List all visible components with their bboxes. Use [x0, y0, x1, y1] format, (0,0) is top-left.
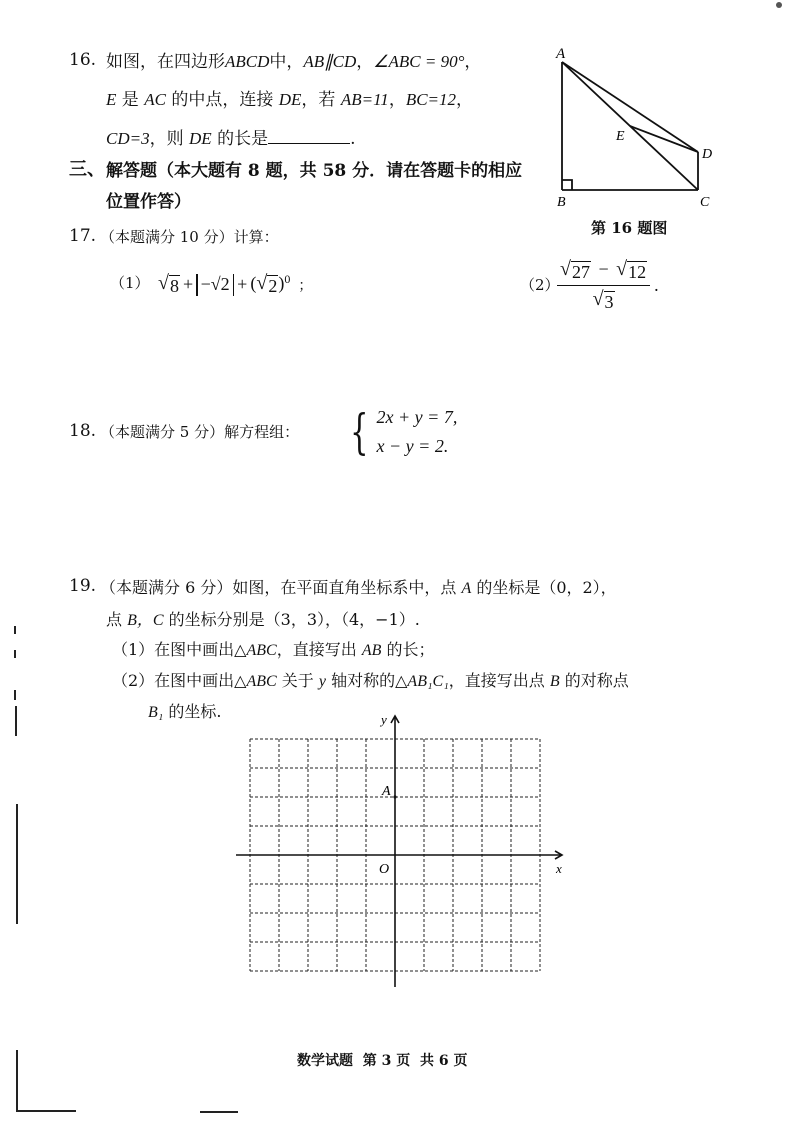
q19-text: 的坐标.: [163, 702, 222, 721]
q19-triangle-reflected: AB₁C₁: [407, 673, 449, 690]
q16-text: 的长是: [211, 129, 269, 149]
sqrt-3: 3: [604, 292, 614, 312]
q19-text: 的长；: [381, 640, 435, 659]
q16-text: ，: [456, 90, 474, 110]
q16-cd: CD=3: [106, 129, 150, 148]
q16-text: ，则: [149, 129, 189, 149]
q19-text: 关于: [276, 671, 319, 690]
scan-edge-mark: [16, 1110, 76, 1112]
scan-edge-mark: [14, 690, 16, 700]
q16-text: ，: [464, 52, 482, 72]
q19-text: （2）在图中画出△: [112, 671, 247, 690]
section-3-desc: （本大题有 8 题，共 58 分．请在答题卡的相应: [157, 161, 523, 181]
scan-edge-mark: [14, 626, 16, 634]
q17-part2-expr: [557, 258, 659, 313]
segment-ad: [562, 62, 698, 152]
q19-text: 点: [106, 610, 128, 629]
q16-abcd: ABCD: [225, 52, 270, 71]
sqrt-2-inner: 2: [268, 276, 278, 296]
page-footer: 数学试题 第 3 页 共 6 页: [297, 1053, 468, 1069]
coordinate-grid: [230, 712, 575, 987]
point-a: [393, 795, 396, 798]
q16-number: 16.: [69, 50, 97, 70]
q19-triangle: ABC: [246, 642, 277, 659]
q18-number: 18.: [69, 421, 97, 441]
q19-point-a: A: [461, 580, 472, 597]
answer-blank: [268, 129, 350, 144]
plus-sign: +: [237, 274, 248, 294]
q19-text: 的坐标是（0，2），: [471, 578, 617, 597]
q16-ac: AC: [144, 90, 166, 109]
origin-label: O: [379, 862, 390, 877]
q16-text: 如图，在四边形: [106, 52, 225, 72]
label-e: E: [616, 129, 625, 144]
q19-ab: AB: [361, 642, 382, 659]
section-3-title: 解答题: [106, 161, 157, 181]
q16-text: ，: [388, 90, 406, 110]
abs-inner: −√2: [200, 274, 230, 294]
q16-text: 中，: [269, 52, 304, 72]
q16-parallel: AB∥CD: [303, 52, 357, 71]
q16-de2: DE: [189, 129, 212, 148]
q17-header: （本题满分 10 分）计算：: [100, 228, 279, 246]
q16-de: DE: [278, 90, 302, 109]
scan-edge-mark: [15, 706, 17, 736]
q16-ab: AB=11: [340, 90, 389, 109]
q19-text: 轴对称的△: [326, 671, 408, 690]
q19-text: ，直接写出点: [448, 671, 550, 690]
q16-line2: [106, 91, 473, 109]
q19-text: （本题满分 6 分）如图，在平面直角坐标系中，点: [100, 578, 462, 597]
q19-line1: [100, 580, 617, 597]
label-c: C: [700, 195, 710, 210]
q16-bc: BC=12: [405, 90, 457, 109]
q16-line3: [106, 129, 355, 148]
exponent-zero: 0: [284, 272, 291, 286]
q19-points-bc: B，C: [127, 612, 164, 629]
y-axis-label: y: [381, 712, 387, 727]
x-axis-label: x: [556, 861, 562, 876]
scan-edge-mark: [200, 1111, 238, 1113]
equation-1: 2x + y = 7,: [376, 407, 458, 427]
paren-sqrt-2: ( √ 2 ): [250, 272, 285, 296]
q19-number: 19.: [69, 576, 97, 596]
q18-system: [344, 404, 458, 460]
q16-line1: [106, 53, 481, 71]
q16-text: 是: [116, 90, 145, 110]
label-d: D: [702, 147, 713, 162]
q19-line2: [106, 612, 420, 629]
sqrt-12: 12: [628, 262, 647, 282]
section-3-desc2: 位置作答）: [106, 192, 191, 212]
q19-text: 的坐标分别是（3，3），（4，−1）.: [163, 610, 420, 629]
q17-part1-label: （1）: [110, 274, 150, 292]
q19-text: （1）在图中画出△: [112, 640, 247, 659]
q19-point-b1: B₁: [148, 704, 164, 721]
q17-number: 17.: [69, 226, 97, 246]
q16-text: ，若: [301, 90, 341, 110]
scan-edge-mark: [16, 804, 18, 924]
equation-2: x − y = 2.: [376, 436, 449, 456]
fraction: [557, 258, 650, 313]
q19-text: 的对称点: [559, 671, 629, 690]
scan-edge-mark: [14, 650, 16, 658]
axes: [236, 716, 562, 987]
figure-16: [548, 46, 728, 216]
abs-bar-right: [233, 274, 235, 296]
brace: {: [350, 404, 369, 460]
section-3-heading: [106, 163, 522, 180]
scan-edge-mark: [16, 1050, 18, 1110]
semicolon: ；: [298, 278, 313, 294]
q18-header: （本题满分 5 分）解方程组：: [100, 423, 300, 441]
figure-16-caption: 第 16 题图: [591, 219, 668, 237]
sqrt-8: √ 8: [158, 272, 179, 296]
q19-y-axis: y: [318, 673, 327, 690]
q19-sub1: [112, 642, 434, 659]
q19-sub2-cont: [148, 704, 222, 721]
period: .: [654, 275, 659, 295]
fraction-numerator: √ 27 − √ 12: [557, 258, 650, 286]
plus-sign: +: [182, 274, 194, 294]
q19-text: ，直接写出: [276, 640, 362, 659]
scan-speck: [776, 2, 782, 8]
q17-part1-expr: [158, 272, 312, 297]
section-3-number: 三、: [69, 159, 105, 180]
sqrt-27: 27: [571, 262, 590, 282]
q19-point-b: B: [549, 673, 560, 690]
q16-text: ，: [356, 52, 374, 72]
q16-e: E: [106, 90, 117, 109]
minus-sign: −: [598, 259, 609, 279]
fraction-denominator: √ 3: [592, 288, 614, 312]
q16-text: 的中点，连接: [165, 90, 279, 110]
label-a: A: [556, 46, 566, 62]
q17-part2-label: （2）: [520, 276, 560, 294]
q19-triangle: ABC: [246, 673, 277, 690]
q16-text: .: [350, 129, 356, 149]
q16-angle: ∠ABC = 90°: [373, 52, 465, 71]
right-angle-mark: [562, 180, 572, 190]
label-b: B: [557, 195, 566, 210]
q19-sub2: [112, 673, 629, 690]
abs-bar-left: [196, 274, 198, 296]
point-a-label: A: [382, 784, 391, 799]
